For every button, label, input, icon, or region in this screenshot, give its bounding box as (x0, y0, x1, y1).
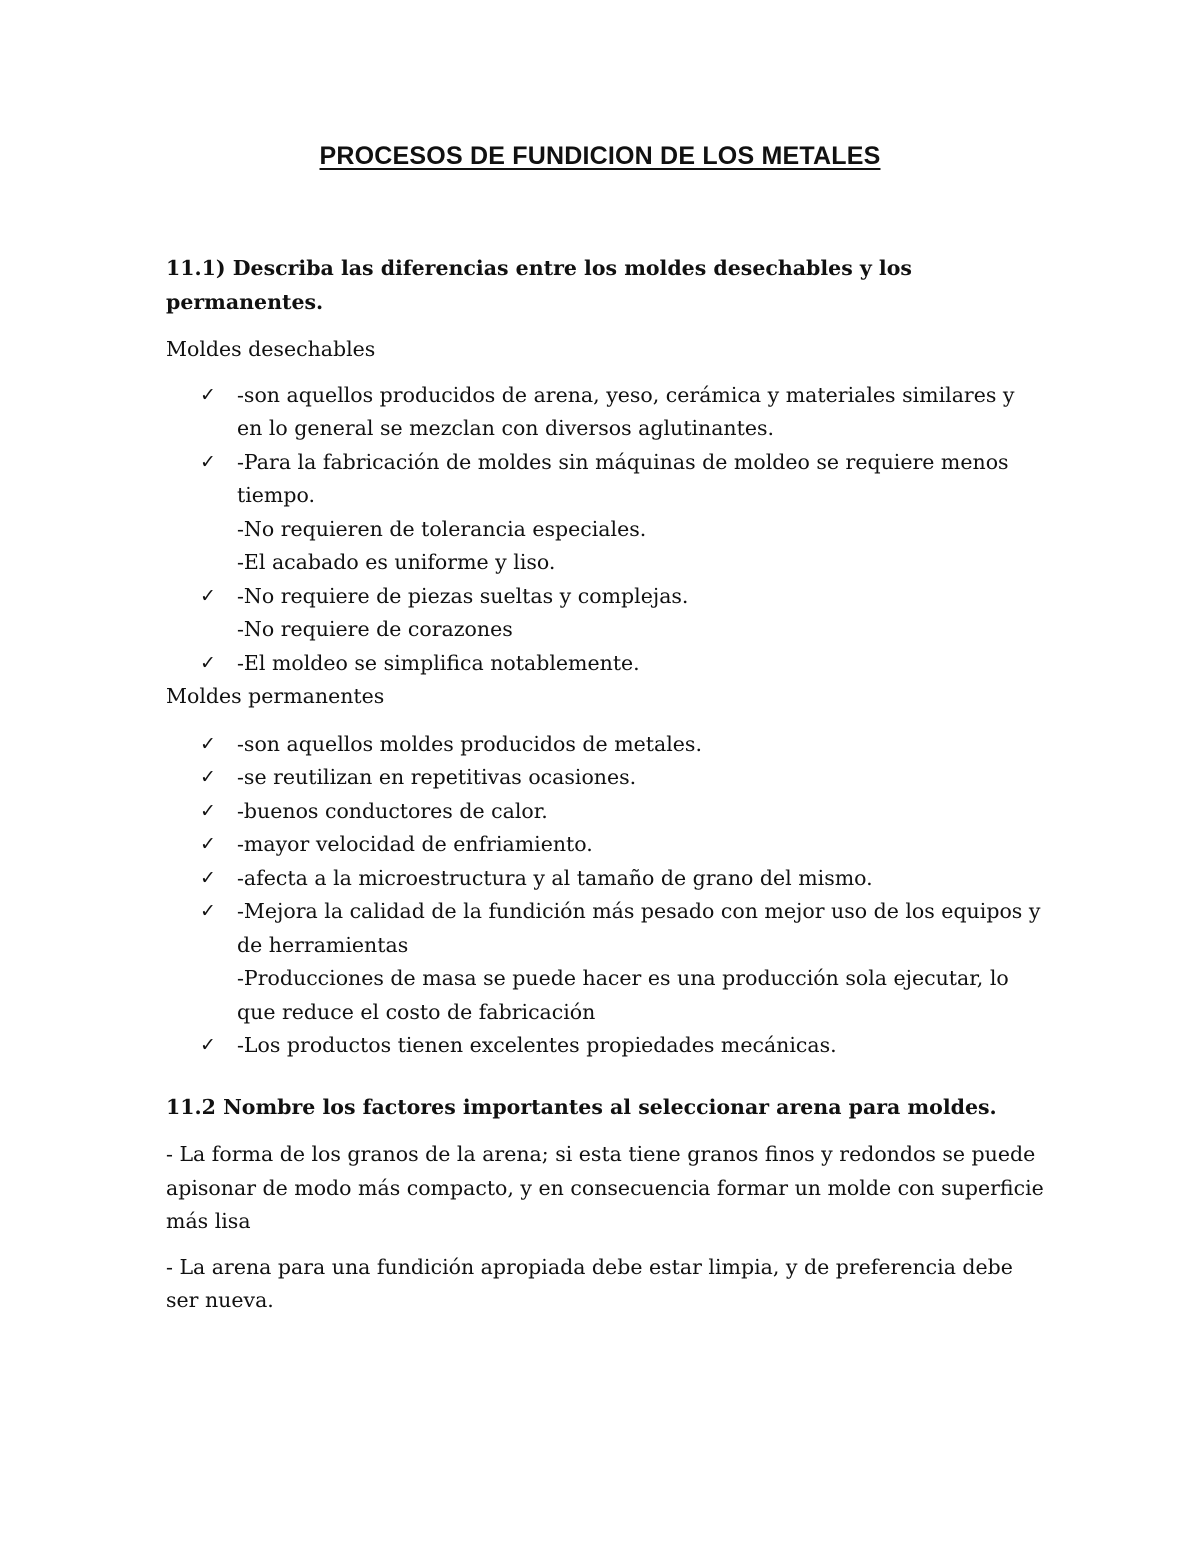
list-item (166, 895, 1046, 962)
list-item (166, 761, 1046, 795)
list-item (166, 580, 1046, 614)
list-item (166, 647, 1046, 681)
list-item (166, 446, 1046, 513)
list-item (166, 379, 1046, 446)
check-icon: ✓ (200, 766, 216, 788)
list-item-text: -mayor velocidad de enfriamiento. (237, 832, 593, 856)
check-icon: ✓ (200, 732, 216, 755)
list-item-text: -Los productos tienen excelentes propiedades mecánicas. (237, 1033, 837, 1057)
list-item-text: -Para la fabricación de moldes sin máquinas de moldeo se requiere menos tiempo. (237, 449, 1009, 507)
check-icon: ✓ (200, 900, 216, 922)
document-body (166, 252, 1046, 1330)
list-subline-text: -El acabado es uniforme y liso. (237, 550, 556, 574)
list-item-text: -buenos conductores de calor. (237, 798, 548, 823)
list-subline-text: -Producciones de masa se puede hacer es una producción sola ejecutar, lo que reduce el costo de fabricación (237, 966, 1009, 1024)
check-icon: ✓ (200, 383, 216, 406)
list-item (166, 795, 1046, 829)
check-icon: ✓ (200, 799, 216, 822)
check-icon: ✓ (200, 866, 216, 889)
answer-paragraph: - La forma de los granos de la arena; si esta tiene granos finos y redondos se puede apisonar de modo más compacto, y en consecuencia formar un molde con superficie más lisa (166, 1142, 1044, 1233)
document-title: PROCESOS DE FUNDICION DE LOS METALES (319, 142, 881, 170)
check-icon: ✓ (200, 584, 216, 607)
question-11-1-heading: 11.1) Describa las diferencias entre los moldes desechables y los permanentes. (166, 256, 912, 314)
check-icon: ✓ (200, 833, 216, 855)
check-icon: ✓ (200, 651, 216, 674)
list-item-text: -Mejora la calidad de la fundición más pesado con mejor uso de los equipos y de herramientas (237, 899, 1041, 957)
check-icon: ✓ (200, 1034, 216, 1056)
list-item-text: -son aquellos producidos de arena, yeso, cerámica y materiales similares y en lo general se mezclan con diversos aglutinantes. (237, 382, 1015, 440)
list-desechables (166, 379, 1046, 681)
list-item-text: -se reutilizan en repetitivas ocasiones. (237, 765, 637, 789)
answer-paragraph: - La arena para una fundición apropiada debe estar limpia, y de preferencia debe ser nueva. (166, 1254, 1013, 1312)
question-11-2-heading: 11.2 Nombre los factores importantes al seleccionar arena para moldes. (166, 1094, 997, 1119)
section-label-permanentes: Moldes permanentes (166, 684, 385, 708)
list-item-text: -son aquellos moldes producidos de metales. (237, 731, 702, 756)
list-item (166, 828, 1046, 862)
list-subline (166, 546, 1046, 580)
list-subline (166, 513, 1046, 547)
list-item (166, 1029, 1046, 1063)
list-subline (166, 613, 1046, 647)
list-subline-text: -No requiere de corazones (237, 617, 513, 641)
list-subline (166, 962, 1046, 1029)
list-item (166, 862, 1046, 896)
list-item-text: -afecta a la microestructura y al tamaño de grano del mismo. (237, 865, 873, 890)
check-icon: ✓ (200, 450, 216, 473)
section-label-desechables: Moldes desechables (166, 337, 376, 361)
list-item-text: -No requiere de piezas sueltas y complejas. (237, 583, 689, 608)
list-item-text: -El moldeo se simplifica notablemente. (237, 650, 640, 675)
list-subline-text: -No requieren de tolerancia especiales. (237, 516, 647, 541)
list-item (166, 728, 1046, 762)
list-permanentes (166, 728, 1046, 1063)
